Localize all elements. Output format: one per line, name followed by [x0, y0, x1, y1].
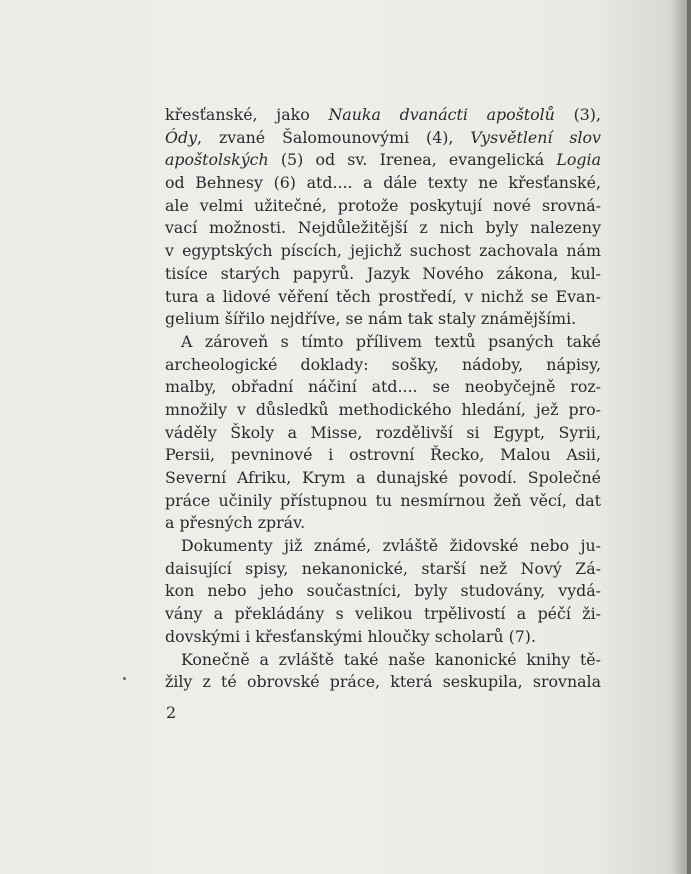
text-line: a přesných zpráv.	[165, 513, 306, 533]
text-line: od Behnesy (6) atd.... a dále texty ne křesťanské,	[165, 173, 601, 193]
text-line: váděly Školy a Misse, rozdělivší si Egypt, Syrii,	[165, 422, 601, 442]
paper-speck	[123, 677, 126, 680]
text-line: archeologické doklady: sošky, nádoby, nápisy,	[165, 354, 601, 374]
text-line: apoštolských (5) od sv. Irenea, evangelická Logia	[165, 150, 601, 170]
text-line: ale velmi užitečné, protože poskytují nové srovná-	[165, 195, 601, 215]
text-line: práce učinily přístupnou tu nesmírnou žeň věcí, dat	[165, 490, 601, 510]
page-edge-shadow	[687, 0, 691, 874]
text-line: kon nebo jeho součastníci, byly studovány, vydá-	[165, 581, 601, 601]
text-line: vány a překládány s velikou trpělivostí a péčí ži-	[165, 604, 601, 624]
text-line: křesťanské, jako Nauka dvanácti apoštolů (3),	[165, 105, 601, 124]
page-number: 2	[166, 703, 177, 722]
text-line: Konečně a zvláště také naše kanonické knihy tě-	[181, 649, 601, 669]
text-line: vací možnosti. Nejdůležitější z nich byly nalezeny	[165, 218, 601, 238]
body-text	[165, 104, 601, 694]
text-line: daisující spisy, nekanonické, starší než Nový Zá-	[165, 558, 601, 578]
text-line: Persii, pevninové i ostrovní Řecko, Malou Asii,	[165, 445, 601, 465]
text-line: tisíce starých papyrů. Jazyk Nového zákona, kul-	[165, 263, 601, 283]
text-line: Dokumenty již známé, zvláště židovské nebo ju-	[181, 536, 601, 556]
text-line: malby, obřadní náčiní atd.... se neobyčejně roz-	[165, 377, 601, 397]
text-line: v egyptských píscích, jejichž suchost zachovala nám	[165, 241, 601, 261]
text-line: množily v důsledků methodického hledání, jež pro-	[165, 399, 601, 419]
text-line: Severní Afriku, Krym a dunajské povodí. Společné	[165, 468, 601, 487]
text-line: Ódy, zvané Šalomounovými (4), Vysvětlení slov	[165, 127, 601, 147]
text-line: dovskými i křesťanskými hloučky scholarů (7).	[165, 626, 536, 646]
text-line: gelium šířilo nejdříve, se nám tak staly známějšími.	[165, 309, 577, 329]
text-line: tura a lidové věření těch prostředí, v nichž se Evan-	[165, 286, 601, 306]
text-line: žily z té obrovské práce, která seskupila, srovnala	[165, 672, 601, 692]
text-line: A zároveň s tímto přílivem textů psaných také	[181, 331, 601, 351]
